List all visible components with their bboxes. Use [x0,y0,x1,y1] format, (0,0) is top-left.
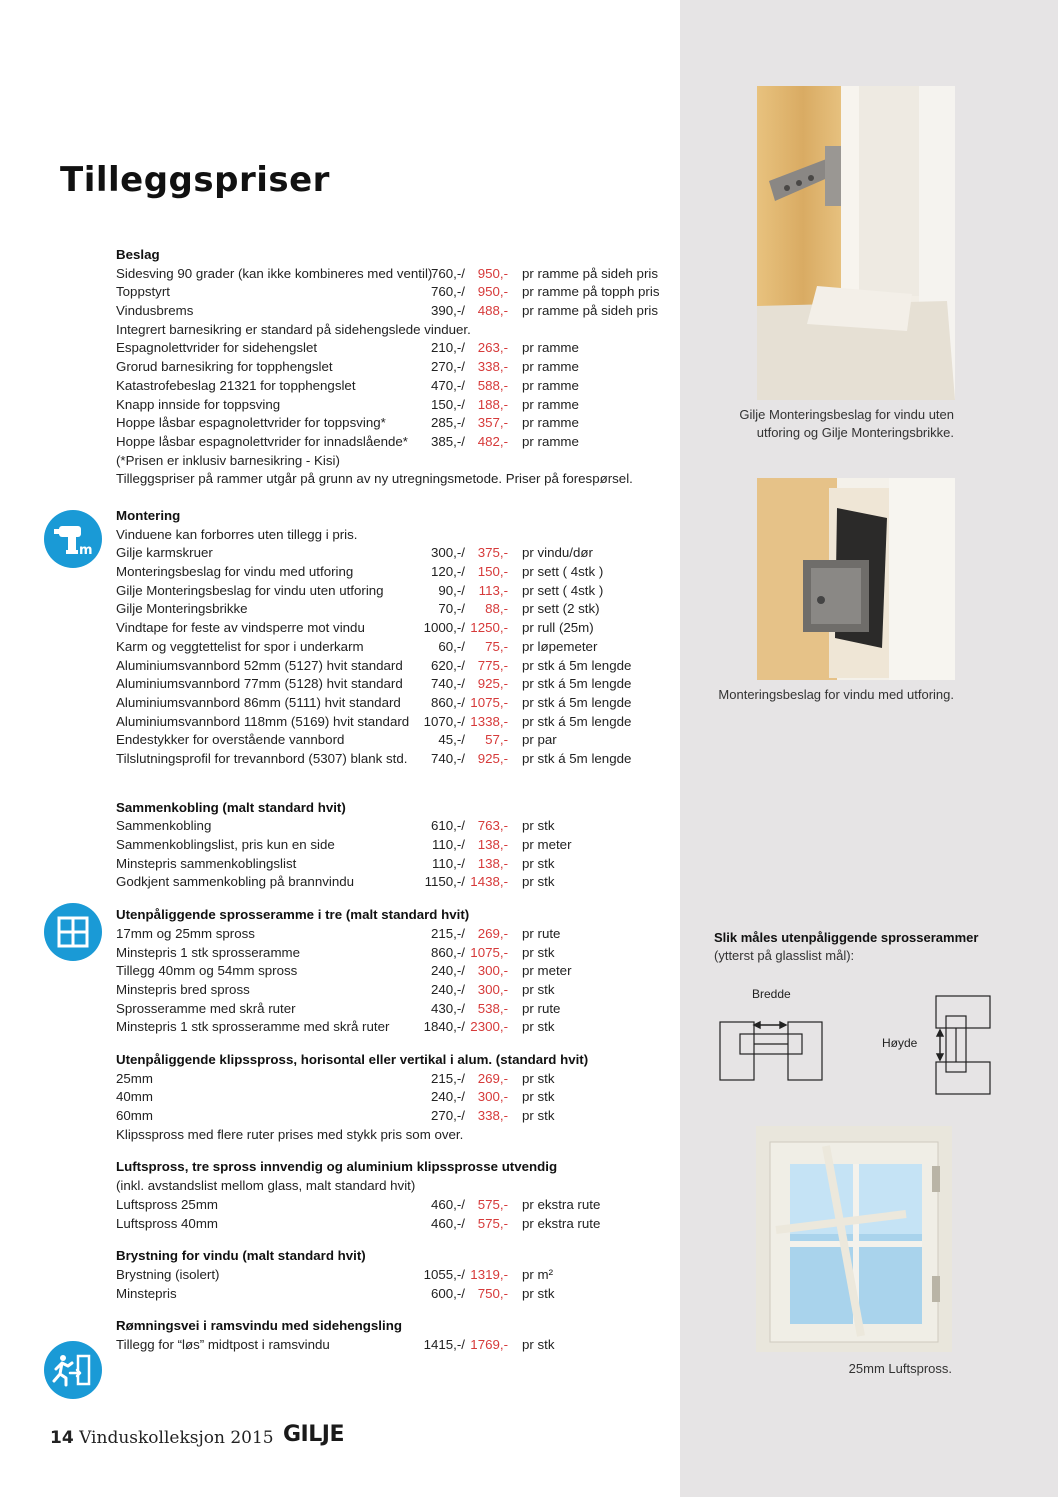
item-description: Sammenkoblingslist, pris kun en side [116,837,335,853]
price-row [116,544,676,563]
price-inc-vat: 57,- [485,732,508,748]
price-row [116,433,676,452]
item-description: Gilje Monteringsbrikke [116,601,248,617]
price-inc-vat: 75,- [485,638,508,654]
price-ex-vat: 60,-/ [438,638,465,654]
price-inc-vat: 750,- [477,1285,508,1301]
price-row [116,283,676,302]
price-unit: pr sett ( 4stk ) [522,582,604,598]
price-inc-vat: 300,- [477,1089,508,1105]
price-inc-vat: 575,- [477,1196,508,1212]
section [116,799,676,892]
price-ex-vat: 390,-/ [430,303,465,319]
item-description: Aluminiumsvannbord 118mm (5169) hvit standard [116,713,410,729]
section-note: (*Prisen er inklusiv barnesikring - Kisi) [116,452,340,468]
price-inc-vat: 357,- [477,415,508,431]
price-inc-vat: 269,- [477,925,508,941]
price-row [116,396,676,415]
price-row [116,1000,676,1019]
price-unit: pr ramme [522,396,579,412]
svg-text:m: m [79,543,93,558]
price-ex-vat: 860,-/ [430,694,465,710]
price-ex-vat: 740,-/ [430,750,465,766]
price-inc-vat: 775,- [477,657,508,673]
price-unit: pr sett ( 4stk ) [522,564,604,580]
item-description: Tilslutningsprofil for trevannbord (5307) blank std. [116,750,408,766]
price-unit: pr ramme [522,377,579,393]
price-unit: pr stk [522,874,555,890]
price-row [116,1266,676,1285]
price-row [116,817,676,836]
price-inc-vat: 1438,- [470,874,508,890]
price-unit: pr rull (25m) [522,620,594,636]
item-description: Knapp innside for toppsving [116,396,281,412]
price-unit: pr ramme på sideh pris [522,265,658,281]
price-ex-vat: 110,-/ [431,837,465,853]
price-unit: pr ramme [522,415,579,431]
price-inc-vat: 763,- [477,818,508,834]
price-ex-vat: 240,-/ [430,1089,465,1105]
section-note: Vinduene kan forborres uten tillegg i pris. [116,526,358,542]
price-inc-vat: 338,- [477,359,508,375]
price-row [116,836,676,855]
price-unit: pr stk á 5m lengde [522,713,632,729]
item-description: Minstepris [116,1285,177,1301]
price-unit: pr par [522,732,557,748]
price-unit: pr ramme [522,359,579,375]
gilje-logo: GILJE [283,1422,344,1447]
price-row [116,619,676,638]
price-ex-vat: 210,-/ [430,340,465,356]
price-ex-vat: 430,-/ [430,1000,465,1016]
photo1-caption: Gilje Monteringsbeslag for vindu uten utforing og Gilje Monteringsbrikke. [739,407,954,440]
price-ex-vat: 215,-/ [430,925,465,941]
price-row [116,377,676,396]
item-description: Hoppe låsbar espagnolettvrider for toppsving* [116,415,386,431]
section-title: Sammenkobling (malt standard hvit) [116,799,346,815]
price-row [116,1088,676,1107]
section-note: Klipsspross med flere ruter prises med stykk pris som over. [116,1126,464,1142]
footer [50,1428,274,1448]
price-ex-vat: 270,-/ [430,359,465,375]
price-row [116,1215,676,1234]
price-ex-vat: 460,-/ [430,1215,465,1231]
measure-title: Slik måles utenpåliggende sprosserammer [714,930,979,945]
price-unit: pr stk [522,1336,555,1352]
item-description: 17mm og 25mm spross [116,925,255,941]
price-list [116,246,676,1355]
measure-diagram [716,990,996,1100]
section [116,507,676,769]
price-row [116,873,676,892]
price-unit: pr stk [522,818,555,834]
item-description: Tillegg for “løs” midtpost i ramsvindu [116,1336,330,1352]
price-ex-vat: 1055,-/ [423,1266,465,1282]
price-inc-vat: 269,- [477,1070,508,1086]
price-ex-vat: 620,-/ [430,657,465,673]
item-description: Tillegg 40mm og 54mm spross [116,963,298,979]
price-unit: pr stk [522,855,555,871]
section-note: Tilleggspriser på rammer utgår på grunn av ny utregningsmetode. Priser på forespørsel. [116,471,633,487]
price-unit: pr stk [522,981,555,997]
price-row [116,657,676,676]
price-inc-vat: 950,- [477,265,508,281]
price-row [116,713,676,732]
photo2-caption: Monteringsbeslag for vindu med utforing. [718,687,954,702]
price-inc-vat: 488,- [477,303,508,319]
price-inc-vat: 538,- [477,1000,508,1016]
price-inc-vat: 575,- [477,1215,508,1231]
price-unit: pr stk á 5m lengde [522,657,632,673]
window-icon [44,903,102,961]
price-inc-vat: 925,- [477,750,508,766]
price-row [116,302,676,321]
item-description: Espagnolettvrider for sidehengslet [116,340,318,356]
price-ex-vat: 1000,-/ [423,620,465,636]
window-luftspross-photo [756,1126,952,1352]
price-ex-vat: 760,-/ [430,284,465,300]
collection-name: Vinduskolleksjon 2015 [79,1428,274,1448]
price-inc-vat: 2300,- [470,1019,508,1035]
price-inc-vat: 150,- [477,564,508,580]
item-description: Aluminiumsvannbord 77mm (5128) hvit standard [116,676,403,692]
section [116,1247,676,1303]
price-unit: pr stk [522,1285,555,1301]
price-row [116,1336,676,1355]
price-inc-vat: 263,- [477,340,508,356]
price-ex-vat: 285,-/ [430,415,465,431]
price-inc-vat: 1319,- [470,1266,508,1282]
price-row [116,1285,676,1304]
width-label: Bredde [752,987,791,1001]
price-inc-vat: 1250,- [470,620,508,636]
section [116,1051,676,1144]
price-inc-vat: 925,- [477,676,508,692]
price-row [116,1070,676,1089]
price-unit: pr stk [522,1089,555,1105]
item-description: Vindusbrems [116,303,194,319]
price-ex-vat: 300,-/ [430,545,465,561]
price-unit: pr ekstra rute [522,1215,601,1231]
price-ex-vat: 270,-/ [430,1108,465,1124]
item-description: Gilje karmskruer [116,545,213,561]
price-row [116,358,676,377]
price-ex-vat: 215,-/ [430,1070,465,1086]
price-inc-vat: 188,- [477,396,508,412]
price-unit: pr meter [522,837,572,853]
price-unit: pr ramme på sideh pris [522,303,658,319]
section-title: Brystning for vindu (malt standard hvit) [116,1248,366,1264]
item-description: Vindtape for feste av vindsperre mot vindu [116,620,365,636]
price-ex-vat: 90,-/ [438,582,465,598]
page-number: 14 [50,1428,74,1448]
price-ex-vat: 740,-/ [430,676,465,692]
price-ex-vat: 1415,-/ [423,1336,465,1352]
price-ex-vat: 1150,-/ [424,874,465,890]
price-row [116,582,676,601]
price-row [116,981,676,1000]
price-row [116,1196,676,1215]
price-inc-vat: 950,- [477,284,508,300]
price-inc-vat: 1769,- [470,1336,508,1352]
price-inc-vat: 88,- [485,601,508,617]
price-unit: pr stk [522,1019,555,1035]
price-unit: pr vindu/dør [522,545,593,561]
price-row [116,855,676,874]
price-row [116,731,676,750]
item-description: Luftspross 40mm [116,1215,218,1231]
item-description: Minstepris 1 stk sprosseramme med skrå ruter [116,1019,390,1035]
item-description: 40mm [116,1089,153,1105]
item-description: Minstepris 1 stk sprosseramme [116,944,300,960]
price-inc-vat: 1338,- [470,713,508,729]
price-unit: pr meter [522,963,572,979]
price-row [116,265,676,284]
price-inc-vat: 300,- [477,963,508,979]
price-ex-vat: 240,-/ [430,981,465,997]
price-ex-vat: 860,-/ [430,944,465,960]
price-inc-vat: 1075,- [470,694,508,710]
price-inc-vat: 482,- [477,433,508,449]
item-description: Grorud barnesikring for topphengslet [116,359,333,375]
item-description: Karm og veggtettelist for spor i underkarm [116,638,364,654]
page-title: Tilleggspriser [60,160,330,200]
height-label: Høyde [882,1036,918,1050]
price-unit: pr løpemeter [522,638,598,654]
item-description: Luftspross 25mm [116,1196,218,1212]
price-row [116,563,676,582]
price-row [116,638,676,657]
drill-icon [44,510,102,568]
price-unit: pr ramme [522,433,579,449]
section-note: Integrert barnesikring er standard på sidehengslede vinduer. [116,321,471,337]
price-ex-vat: 150,-/ [430,396,465,412]
price-unit: pr stk [522,1108,555,1124]
item-description: Aluminiumsvannbord 52mm (5127) hvit standard [116,657,403,673]
item-description: Hoppe låsbar espagnolettvrider for innadslående* [116,433,408,449]
price-ex-vat: 240,-/ [430,963,465,979]
price-ex-vat: 45,-/ [438,732,465,748]
item-description: Katastrofebeslag 21321 for topphengslet [116,377,356,393]
section-title: Rømningsvei i ramsvindu med sidehengsling [116,1318,402,1334]
price-unit: pr ekstra rute [522,1196,601,1212]
price-inc-vat: 300,- [477,981,508,997]
price-row [116,925,676,944]
price-ex-vat: 385,-/ [430,433,465,449]
item-description: Sidesving 90 grader (kan ikke kombineres med ventil) [116,265,433,281]
price-unit: pr stk á 5m lengde [522,676,632,692]
price-inc-vat: 375,- [477,545,508,561]
price-inc-vat: 138,- [477,855,508,871]
price-row [116,414,676,433]
section-title: Utenpåliggende sprosseramme i tre (malt standard hvit) [116,907,470,923]
item-description: Toppstyrt [116,284,170,300]
price-unit: pr stk [522,944,555,960]
section-title: Beslag [116,247,160,262]
price-unit: pr stk á 5m lengde [522,694,632,710]
price-inc-vat: 588,- [477,377,508,393]
section [116,1317,676,1354]
item-description: Aluminiumsvannbord 86mm (5111) hvit standard [116,694,401,710]
price-ex-vat: 610,-/ [430,818,465,834]
section-title: Utenpåliggende klipsspross, horisontal eller vertikal i alum. (standard hvit) [116,1051,589,1067]
section-title: Luftspross, tre spross innvendig og aluminium klipssprosse utvendig [116,1159,558,1175]
mounting-bracket-photo [757,86,955,400]
price-ex-vat: 470,-/ [430,377,465,393]
price-row [116,944,676,963]
item-description: 25mm [116,1070,153,1086]
price-ex-vat: 460,-/ [430,1196,465,1212]
price-unit: pr stk á 5m lengde [522,750,632,766]
price-unit: pr stk [522,1070,555,1086]
price-row [116,1018,676,1037]
section [116,1158,676,1233]
price-row [116,694,676,713]
price-ex-vat: 110,-/ [431,855,465,871]
price-row [116,339,676,358]
price-ex-vat: 600,-/ [430,1285,465,1301]
price-unit: pr ramme på topph pris [522,284,660,300]
price-unit: pr sett (2 stk) [522,601,600,617]
item-description: Monteringsbeslag for vindu med utforing [116,564,354,580]
price-inc-vat: 113,- [478,582,508,598]
item-description: 60mm [116,1108,153,1124]
item-description: Endestykker for overstående vannbord [116,732,345,748]
price-ex-vat: 1840,-/ [423,1019,465,1035]
section [116,246,676,489]
price-row [116,1107,676,1126]
price-unit: pr ramme [522,340,579,356]
price-row [116,675,676,694]
price-inc-vat: 1075,- [470,944,508,960]
item-description: Minstepris sammenkoblingslist [116,855,297,871]
emergency-exit-icon [44,1341,102,1399]
price-ex-vat: 120,-/ [430,564,465,580]
price-inc-vat: 138,- [477,837,508,853]
price-row [116,962,676,981]
price-inc-vat: 338,- [477,1108,508,1124]
item-description: Brystning (isolert) [116,1266,220,1282]
photo3-caption: 25mm Luftspross. [848,1361,952,1376]
item-description: Godkjent sammenkobling på brannvindu [116,874,355,890]
price-ex-vat: 760,-/ [430,265,465,281]
price-unit: pr rute [522,1000,561,1016]
section-title: Montering [116,508,181,523]
item-description: Gilje Monteringsbeslag for vindu uten utforing [116,582,384,598]
price-row [116,600,676,619]
item-description: Sprosseramme med skrå ruter [116,1000,296,1016]
item-description: Sammenkobling [116,818,212,834]
price-ex-vat: 70,-/ [438,601,465,617]
measure-subtitle: (ytterst på glasslist mål): [714,948,855,963]
mounting-bracket-casing-photo [757,478,955,680]
price-unit: pr m² [522,1266,554,1282]
price-ex-vat: 1070,-/ [423,713,465,729]
price-row [116,750,676,769]
item-description: Minstepris bred spross [116,981,250,997]
section-note: (inkl. avstandslist mellom glass, malt standard hvit) [116,1178,416,1194]
price-unit: pr rute [522,925,561,941]
section [116,906,676,1037]
